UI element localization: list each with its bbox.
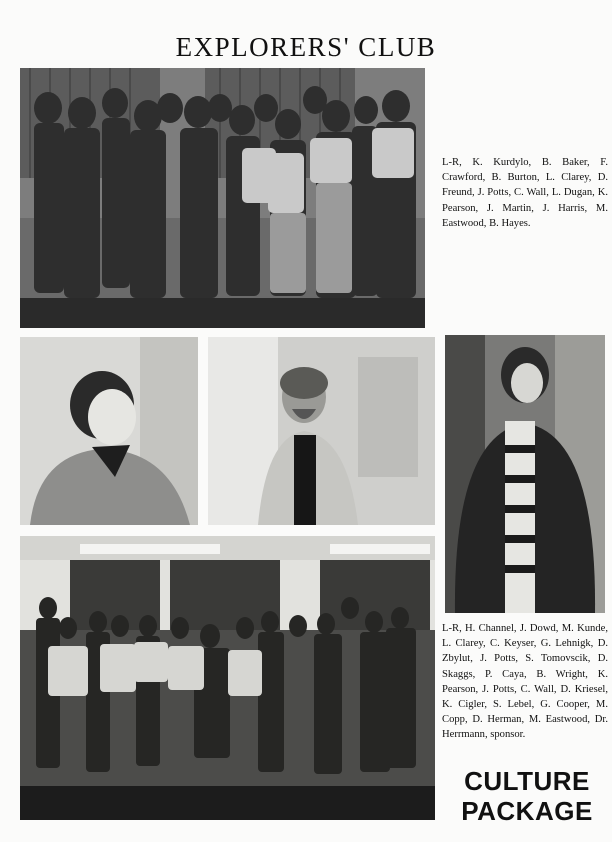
section-title-line-2: PACKAGE <box>461 796 593 826</box>
top-group-caption: L-R, K. Kurdylo, B. Baker, F. Crawford, B. Burton, L. Clarey, D. Freund, J. Potts, C. Wall, L. Dugan, K. Pearson, J. Martin, J. Harris, M. Eastwood, B. Hayes. <box>442 157 608 229</box>
sponsor-portrait-photo <box>208 337 435 525</box>
section-title <box>448 766 606 826</box>
student-portrait-photo <box>20 337 198 525</box>
page-title: EXPLORERS' CLUB <box>175 32 437 62</box>
bottom-group-caption: L-R, H. Channel, J. Dowd, M. Kunde, L. Clarey, C. Keyser, G. Lehnigk, D. Zbylut, J. Potts, S. Tomovscik, D. Skaggs, P. Caya, B. Wright, K. Pearson, J. Potts, C. Wall, D. Kriesel, K. Cigler, S. Lebel, G. Cooper, M. Copp, D. Herman, M. Eastwood, Dr. Herrmann, sponsor. <box>442 623 608 741</box>
section-title-line-1: CULTURE <box>464 766 590 796</box>
culture-package-group-photo <box>20 536 435 820</box>
explorers-club-group-photo <box>20 68 425 328</box>
coat-portrait-photo <box>445 335 605 613</box>
